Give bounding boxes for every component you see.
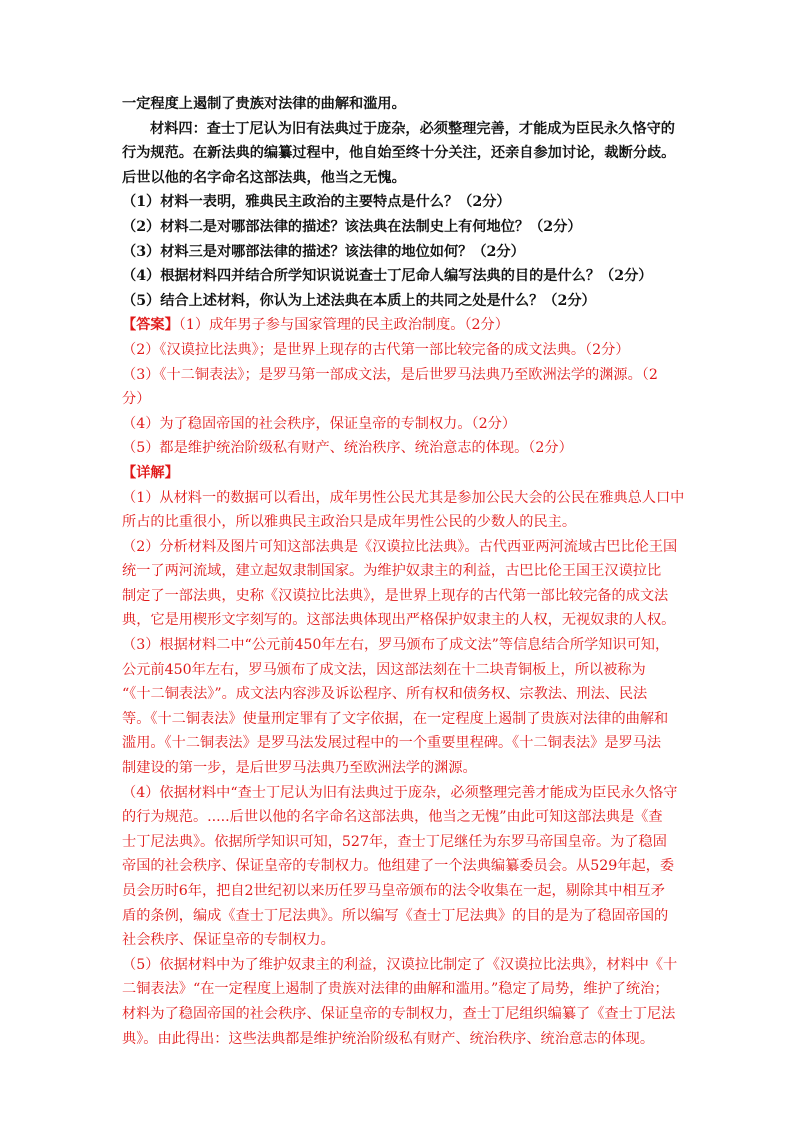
- questions-section: [122, 190, 687, 313]
- material-line: 行为规范。在新法典的编纂过程中，他自始至终十分关注，还亲自参加讨论，裁断分歧。: [122, 145, 676, 162]
- answer-line: （2）《汉谟拉比法典》；是世界上现存的古代第一部比较完备的成文法典。（2分）: [122, 341, 630, 358]
- detail-line: “《十二铜表法》”。成文法内容涉及诉讼程序、所有权和债务权、宗教法、刑法、民法: [122, 686, 648, 703]
- material-section: [122, 92, 687, 190]
- material-line: 后世以他的名字命名这部法典，他当之无愧。: [122, 169, 406, 186]
- detail-line: 典》。由此得出：这些法典都是维护统治阶级私有财产、统治秩序、统治意志的体现。: [122, 1030, 655, 1047]
- material-line: 材料四：查士丁尼认为旧有法典过于庞杂，必须整理完善，才能成为臣民永久恪守的: [150, 120, 675, 137]
- answer-section: [122, 313, 687, 461]
- question-item: （4）根据材料四并结合所学知识说说查士丁尼命人编写法典的目的是什么？（2分）: [122, 268, 653, 285]
- detail-line: 士丁尼法典》。依据所学知识可知，527年，查士丁尼继任为东罗马帝国皇帝。为了稳固: [122, 833, 667, 850]
- detail-line: （4）依据材料中“查士丁尼认为旧有法典过于庞杂，必须整理完善才能成为臣民永久恪守: [122, 784, 678, 801]
- answer-line: 分）: [122, 391, 151, 408]
- detail-line: 公元前450年左右，罗马颁布了成文法，因这部法刻在十二块青铜板上，所以被称为: [122, 661, 646, 678]
- document-body: [122, 92, 687, 1051]
- material-line: 一定程度上遏制了贵族对法律的曲解和滥用。: [122, 96, 406, 112]
- detail-line: （3）根据材料二中“公元前450年左右，罗马颁布了成文法”等信息结合所学知识可知，: [122, 637, 670, 654]
- detail-line: （2）分析材料及图片可知这部法典是《汉谟拉比法典》。古代西亚两河流域古巴比伦王国: [122, 538, 678, 555]
- detail-line: 统一了两河流域，建立起奴隶制国家。为维护奴隶主的利益，古巴比伦王国王汉谟拉比: [122, 563, 662, 580]
- question-item: （2）材料二是对哪部法律的描述？该法典在法制史上有何地位？（2分）: [122, 218, 582, 235]
- detail-line: （5）依据材料中为了维护奴隶主的利益，汉谟拉比制定了《汉谟拉比法典》，材料中《十: [122, 956, 678, 973]
- answer-label: 【答案】: [122, 317, 179, 334]
- detail-line: 典，它是用楔形文字刻写的。这部法典体现出严格保护奴隶主的人权，无视奴隶的人权。: [122, 612, 676, 629]
- detail-section: [122, 461, 687, 1051]
- question-item: （3）材料三是对哪部法律的描述？该法律的地位如何？（2分）: [122, 243, 525, 260]
- detail-line: 滥用。《十二铜表法》是罗马法发展过程中的一个重要里程碑。《十二铜表法》是罗马法: [122, 735, 662, 752]
- detail-line: 二铜表法》“在一定程度上遏制了贵族对法律的曲解和滥用。”稳定了局势，维护了统治；: [122, 981, 669, 998]
- detail-line: 员会历时6年，把自2世纪初以来历任罗马皇帝颁布的法令收集在一起，剔除其中相互矛: [122, 883, 665, 899]
- detail-line: 所占的比重很小，所以雅典民主政治只是成年男性公民的少数人的民主。: [122, 514, 577, 531]
- detail-line: 帝国的社会秩序、保证皇帝的专制权力。他组建了一个法典编纂委员会。从529年起，委: [122, 858, 675, 875]
- question-item: （5）结合上述材料，你认为上述法典在本质上的共同之处是什么？（2分）: [122, 292, 596, 309]
- detail-line: 制定了一部法典，史称《汉谟拉比法典》，是世界上现存的古代第一部比较完备的成文法: [122, 587, 669, 604]
- answer-line: （4）为了稳固帝国的社会秩序，保证皇帝的专制权力。（2分）: [122, 415, 517, 432]
- question-item: （1）材料一表明，雅典民主政治的主要特点是什么？（2分）: [122, 194, 511, 211]
- detail-label: 【详解】: [122, 464, 179, 481]
- answer-line: （3）《十二铜表法》；是罗马第一部成文法，是后世罗马法典乃至欧洲法学的渊源。（2: [122, 366, 658, 383]
- detail-line: （1）从材料一的数据可以看出，成年男性公民尤其是参加公民大会的公民在雅典总人口中: [122, 489, 685, 506]
- detail-line: 制建设的第一步，是后世罗马法典乃至欧洲法学的渊源。: [122, 760, 477, 777]
- answer-line: [122, 313, 687, 338]
- answer-text: （1）成年男子参与国家管理的民主政治制度。（2分）: [178, 317, 509, 334]
- detail-line: 的行为规范。.....后世以他的名字命名这部法典，他当之无愧”由此可知这部法典是《查: [122, 809, 663, 826]
- answer-line: （5）都是维护统治阶级私有财产、统治秩序、统治意志的体现。（2分）: [122, 440, 573, 457]
- detail-line: 社会秩序、保证皇帝的专制权力。: [122, 932, 335, 949]
- detail-line: 盾的条例，编成《查士丁尼法典》。所以编写《查士丁尼法典》的目的是为了稳固帝国的: [122, 907, 669, 924]
- detail-line: 材料为了稳固帝国的社会秩序、保证皇帝的专制权力，查士丁尼组织编纂了《查士丁尼法: [122, 1005, 676, 1022]
- detail-line: 等。《十二铜表法》使量刑定罪有了文字依据，在一定程度上遏制了贵族对法律的曲解和: [122, 710, 669, 727]
